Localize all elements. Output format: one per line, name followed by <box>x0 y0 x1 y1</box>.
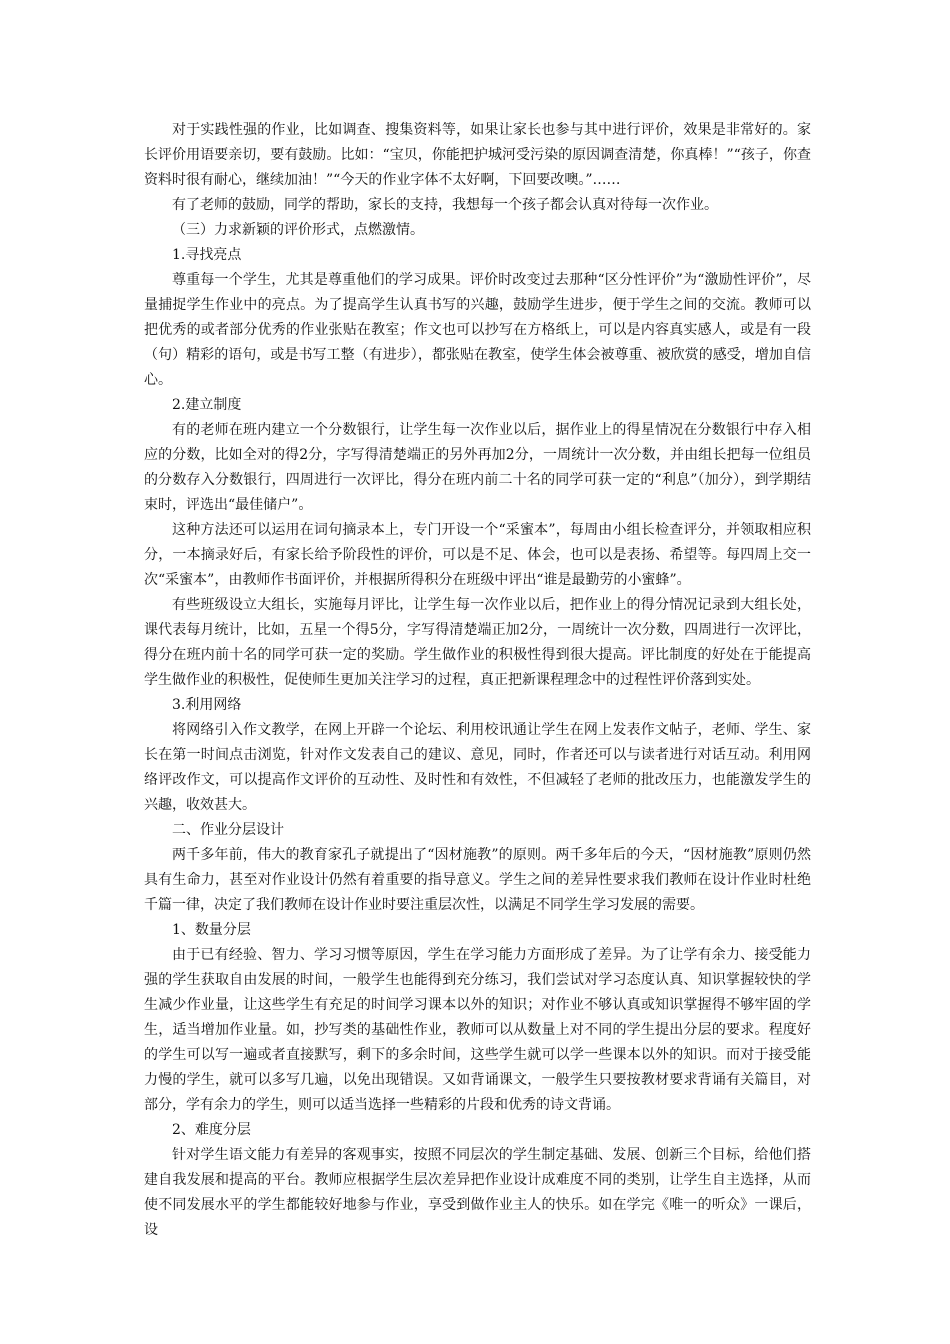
subheading-use-network: 3.利用网络 <box>172 697 242 713</box>
paragraph-difficulty-layering: 针对学生语文能力有差异的客观事实，按照不同层次的学生制定基础、发展、创新三个目标，给他们搭建自我发展和提高的平台。教师应根据学生层次差异把作业设计成难度不同的类别，让学生自主选择，从而使不同发展水平的学生都能较好地参与作业，享受到做作业主人的快乐。如在学完《唯一的听众》一课后，设 <box>144 1147 811 1238</box>
paragraph-quantity-layering: 由于已有经验、智力、学习习惯等原因，学生在学习能力方面形成了差异。为了让学有余力、接受能力强的学生获取自由发展的时间，一般学生也能得到充分练习，我们尝试对学习态度认真、知识掌握较快的学生减少作业量，让这些学生有充足的时间学习课本以外的知识；对作业不够认真或知识掌握得不够牢固的学生，适当增加作业量。如，抄写类的基础性作业，教师可以从数量上对不同的学生提出分层的要求。程度好的学生可以写一遍或者直接默写，剩下的多余时间，这些学生就可以学一些课本以外的知识。而对于接受能力慢的学生，就可以多写几遍，以免出现错误。又如背诵课文，一般学生只要按教材要求背诵有关篇目，对部分，学有余力的学生，则可以适当选择一些精彩的片段和优秀的诗文背诵。 <box>144 947 811 1113</box>
document-page <box>144 118 811 1243</box>
section-heading-evaluation-forms: （三）力求新颖的评价形式，点燃激情。 <box>172 222 424 238</box>
paragraph-summary: 有了老师的鼓励，同学的帮助，家长的支持，我想每一个孩子都会认真对待每一次作业。 <box>172 197 718 213</box>
paragraph-group-leader: 有些班级设立大组长，实施每月评比，让学生每一次作业以后，把作业上的得分情况记录到大组长处，课代表每月统计，比如，五星一个得5分，字写得清楚端正加2分，一周统计一次分数，四周进行一次评比，得分在班内前十名的同学可获一定的奖励。学生做作业的积极性得到很大提高。评比制度的好处在于能提高学生做作业的积极性，促使师生更加关注学习的过程，真正把新课程理念中的过程性评价落到实处。 <box>144 597 811 688</box>
paragraph-network: 将网络引入作文教学，在网上开辟一个论坛、利用校讯通让学生在网上发表作文帖子，老师、学生、家长在第一时间点击浏览，针对作文发表自己的建议、意见，同时，作者还可以与读者进行对话互动。利用网络评改作文，可以提高作文评价的互动性、及时性和有效性，不但减轻了老师的批改压力，也能激发学生的兴趣，收效甚大。 <box>144 722 811 813</box>
section-heading-layered-design: 二、作业分层设计 <box>172 822 284 838</box>
paragraph-confucius: 两千多年前，伟大的教育家孔子就提出了“因材施教”的原则。两千多年后的今天，“因材施教”原则仍然具有生命力，甚至对作业设计仍然有着重要的指导意义。学生之间的差异性要求我们教师在设计作业时杜绝千篇一律，决定了我们教师在设计作业时要注重层次性，以满足不同学生学习发展的需要。 <box>144 847 811 913</box>
paragraph-parent-evaluation: 对于实践性强的作业，比如调查、搜集资料等，如果让家长也参与其中进行评价，效果是非常好的。家长评价用语要亲切，要有鼓励。比如：“宝贝，你能把护城河受污染的原因调查清楚，你真棒！”“孩子，你查资料时很有耐心，继续加油！”“今天的作业字体不太好啊，下回要改噢。”…… <box>144 122 811 188</box>
paragraph-honey-book: 这种方法还可以运用在词句摘录本上，专门开设一个“采蜜本”，每周由小组长检查评分，并领取相应积分，一本摘录好后，有家长给予阶段性的评价，可以是不足、体会，也可以是表扬、希望等。每四周上交一次“采蜜本”，由教师作书面评价，并根据所得积分在班级中评出“谁是最勤劳的小蜜蜂”。 <box>144 522 811 588</box>
subheading-difficulty-layering: 2、难度分层 <box>172 1122 251 1138</box>
paragraph-score-bank: 有的老师在班内建立一个分数银行，让学生每一次作业以后，据作业上的得星情况在分数银行中存入相应的分数，比如全对的得2分，字写得清楚端正的另外再加2分，一周统计一次分数，并由组长把每一位组员的分数存入分数银行，四周进行一次评比，得分在班内前二十名的同学可获一定的“利息”（加分），到学期结束时，评选出“最佳储户”。 <box>144 422 811 513</box>
subheading-build-system: 2.建立制度 <box>172 397 242 413</box>
paragraph-find-highlights: 尊重每一个学生，尤其是尊重他们的学习成果。评价时改变过去那种“区分性评价”为“激励性评价”，尽量捕捉学生作业中的亮点。为了提高学生认真书写的兴趣，鼓励学生进步，便于学生之间的交流。教师可以把优秀的或者部分优秀的作业张贴在教室；作文也可以抄写在方格纸上，可以是内容真实感人，或是有一段（句）精彩的语句，或是书写工整（有进步），都张贴在教室，使学生体会被尊重、被欣赏的感受，增加自信心。 <box>144 272 811 388</box>
subheading-quantity-layering: 1、数量分层 <box>172 922 251 938</box>
subheading-find-highlights: 1.寻找亮点 <box>172 247 242 263</box>
